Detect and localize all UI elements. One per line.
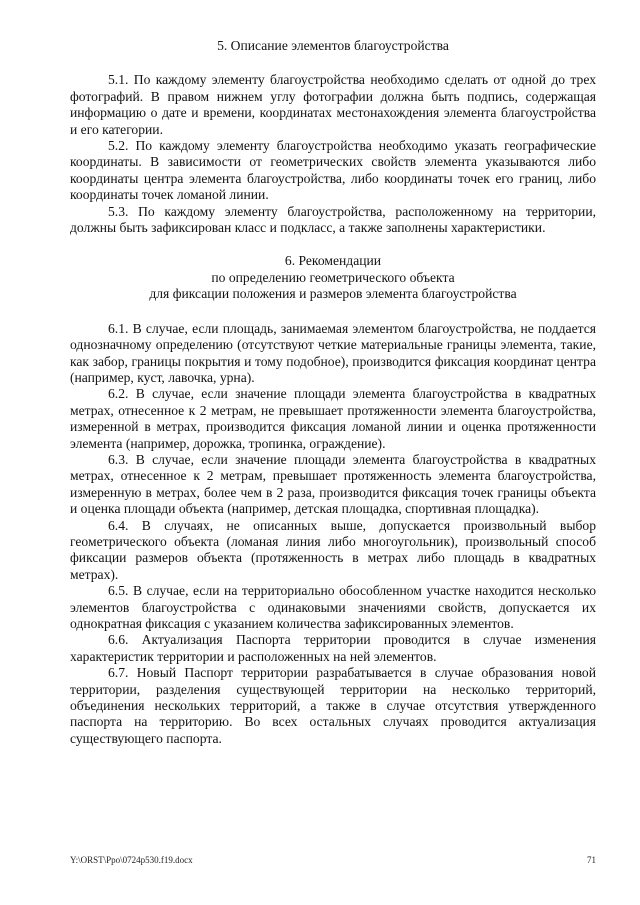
spacer <box>70 303 596 321</box>
paragraph-6-2: 6.2. В случае, если значение площади элемента благоустройства в квадратных метрах, отнесенное к 2 метрам, не превышает протяженности элемента благоустройства, измеренной в метрах, производится фиксация ломаной линии и оценка протяженности элемента (например, дорожка, тропинка, ограждение). <box>70 386 596 451</box>
paragraph-6-6: 6.6. Актуализация Паспорта территории проводится в случае изменения характеристик территории и расположенных на ней элементов. <box>70 632 596 664</box>
paragraph-6-5: 6.5. В случае, если на территориально обособленном участке находится несколько элементов благоустройства с одинаковыми значениями свойств, допускается их однократная фиксация с указанием количества зафиксированных элементов. <box>70 583 596 631</box>
section-6-title: 6. Рекомендации <box>284 253 382 269</box>
paragraph-6-4: 6.4. В случаях, не описанных выше, допускается произвольный выбор геометрического объекта (ломаная линия либо многоугольник), произвольный способ фиксации размеров объекта (протяженность в метрах либо площадь в квадратных метрах). <box>70 517 596 582</box>
paragraph-5-3: 5.3. По каждому элементу благоустройства, расположенному на территории, должны быть зафиксирован класс и подкласс, а также заполнены характеристики. <box>70 203 596 236</box>
section-6-subtitle-line-2: для фиксации положения и размеров элемента благоустройства <box>149 286 517 302</box>
paragraph-5-1: 5.1. По каждому элементу благоустройства необходимо сделать от одной до трех фотографий. В правом нижнем углу фотографии должна быть подпись, содержащая информацию о дате и времени, координатах местонахождения элемента благоустройства и его категории. <box>70 72 596 137</box>
section-6-subtitle-line-1: по определению геометрического объекта <box>211 269 455 285</box>
paragraph-6-1: 6.1. В случае, если площадь, занимаемая элементом благоустройства, не поддается однозначному определению (отсутствуют четкие материальные границы элемента, такие, как забор, границы покрытия и тому подобное), производится фиксация координат центра (например, куст, лавочка, урна). <box>70 320 596 385</box>
footer-page-number: 71 <box>587 855 596 865</box>
footer-file-path: Y:\ORST\Ppo\0724p530.f19.docx <box>70 855 193 865</box>
page-content <box>70 38 596 747</box>
paragraph-6-3: 6.3. В случае, если значение площади элемента благоустройства в квадратных метрах, отнесенное к 2 метрам, превышает протяженность элемента благоустройства, измеренную в метрах, более чем в 2 раза, производится фиксация точек границы объекта и оценка площади объекта (например, детская площадка, спортивная площадка). <box>70 451 596 517</box>
section-5-title: 5. Описание элементов благоустройства <box>217 38 449 53</box>
paragraph-6-7: 6.7. Новый Паспорт территории разрабатывается в случае образования новой территории, разделения существующей территории на несколько территорий, объединения нескольких территорий, а также в случае отсутствия утвержденного паспорта на территорию. Во всех остальных случаях проводится актуализация существующего паспорта. <box>70 665 596 746</box>
paragraph-5-2: 5.2. По каждому элементу благоустройства необходимо указать географические координаты. В зависимости от геометрических свойств элемента указываются либо координаты центра элемента благоустройства, либо координаты точек его границ, либо координаты точек ломаной линии. <box>70 138 596 203</box>
spacer <box>70 236 596 253</box>
spacer <box>70 54 596 72</box>
